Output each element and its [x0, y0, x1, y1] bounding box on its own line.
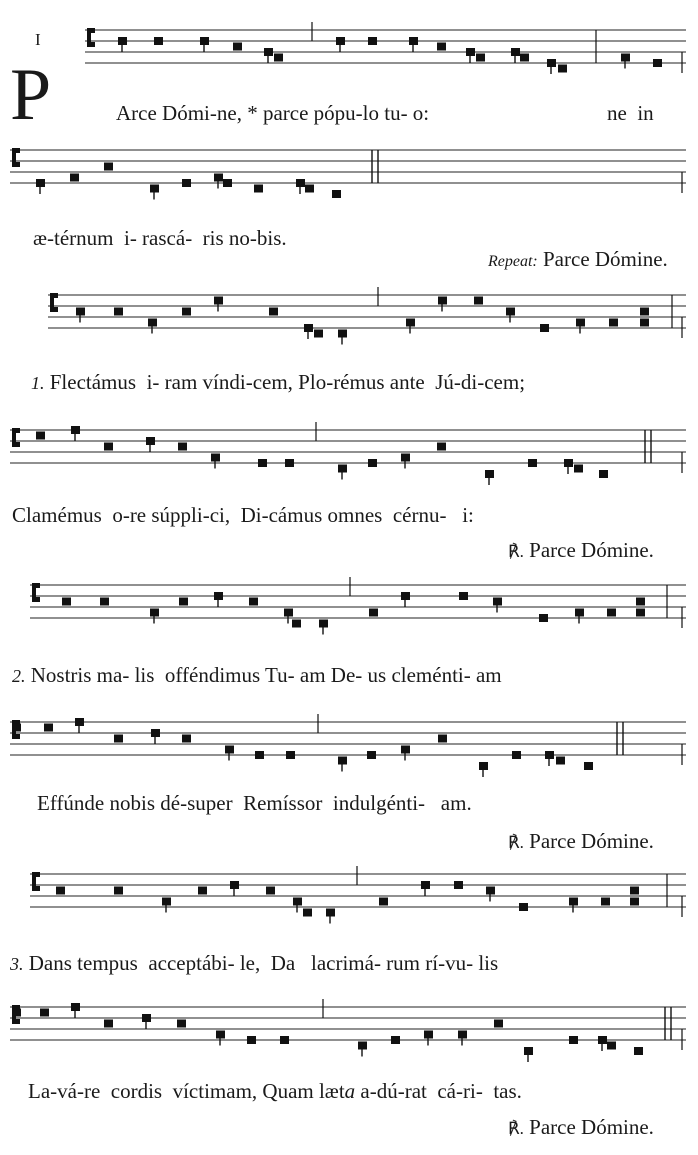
- antiphon-lyric-line-1: Arce Dómi-ne, * parce pópu-lo tu- o:: [116, 101, 430, 125]
- neume-note: [454, 881, 463, 889]
- neume-note: [601, 898, 610, 906]
- neume-note: [640, 308, 649, 316]
- neume-note: [401, 592, 410, 600]
- verse-lyric-italic: a: [344, 1079, 356, 1103]
- neume-note: [636, 598, 645, 606]
- neume-note: [233, 43, 242, 51]
- response-text: Parce Dómine.: [523, 1115, 654, 1139]
- neume-note: [285, 459, 294, 467]
- neume-note: [254, 185, 263, 193]
- neume-note: [12, 724, 21, 732]
- verse-2-line-b: Effúnde nobis dé-super Remíssor indulgénti- am.: [37, 791, 472, 815]
- response-symbol: ℟.: [508, 1119, 524, 1138]
- neume-note: [607, 1042, 616, 1050]
- verse-2-line-a: [12, 665, 502, 686]
- clef-icon: [12, 442, 20, 447]
- neume-note: [528, 459, 537, 467]
- neume-note: [438, 297, 447, 305]
- neume-note: [214, 297, 223, 305]
- neume-note: [520, 54, 529, 62]
- neume-note: [269, 308, 278, 316]
- neume-note: [511, 48, 520, 56]
- neume-note: [493, 598, 502, 606]
- neume-note: [71, 426, 80, 434]
- neume-note: [292, 620, 301, 628]
- neume-note: [621, 54, 630, 62]
- neume-note: [609, 319, 618, 327]
- neume-note: [564, 459, 573, 467]
- response-1: [508, 540, 654, 561]
- clef-icon: [50, 293, 58, 298]
- neume-note: [379, 898, 388, 906]
- neume-note: [71, 1003, 80, 1011]
- neume-note: [634, 1047, 643, 1055]
- response-text: Parce Dómine.: [523, 538, 654, 562]
- neume-note: [519, 903, 528, 911]
- neume-note: [409, 37, 418, 45]
- verse-number: 1.: [31, 373, 45, 393]
- clef-icon: [50, 307, 58, 312]
- clef-icon: [12, 148, 20, 153]
- neume-note: [150, 609, 159, 617]
- repeat-text: Parce Dómine.: [537, 247, 668, 271]
- neume-note: [466, 48, 475, 56]
- neume-note: [211, 454, 220, 462]
- neume-note: [358, 1042, 367, 1050]
- response-2: [508, 831, 654, 852]
- neume-note: [249, 598, 258, 606]
- neume-note: [539, 614, 548, 622]
- neume-note: [576, 319, 585, 327]
- neume-note: [304, 324, 313, 332]
- response-text: Parce Dómine.: [523, 829, 654, 853]
- neume-note: [569, 1036, 578, 1044]
- neume-note: [556, 757, 565, 765]
- clef-icon: [12, 428, 20, 433]
- neume-note: [338, 465, 347, 473]
- neume-note: [56, 887, 65, 895]
- neume-note: [574, 465, 583, 473]
- neume-note: [200, 37, 209, 45]
- neume-note: [216, 1031, 225, 1039]
- neume-note: [230, 881, 239, 889]
- verse-number: 2.: [12, 666, 26, 686]
- verse-3-line-b: [28, 1081, 522, 1102]
- repeat-label: Repeat:: [488, 253, 538, 270]
- neume-note: [179, 598, 188, 606]
- neume-note: [437, 43, 446, 51]
- initial-letter: P: [10, 54, 52, 136]
- antiphon-lyric-line-2: æ-térnum i- rascá- ris no-bis.: [33, 226, 287, 250]
- neume-note: [118, 37, 127, 45]
- neume-note: [100, 598, 109, 606]
- neume-note: [401, 746, 410, 754]
- neume-note: [338, 757, 347, 765]
- neume-note: [142, 1014, 151, 1022]
- neume-note: [36, 179, 45, 187]
- clef-icon: [87, 28, 95, 33]
- neume-note: [247, 1036, 256, 1044]
- neume-note: [332, 190, 341, 198]
- neume-note: [274, 54, 283, 62]
- clef-icon: [32, 583, 40, 588]
- neume-note: [104, 1020, 113, 1028]
- neume-note: [486, 887, 495, 895]
- neume-note: [338, 330, 347, 338]
- neume-note: [479, 762, 488, 770]
- neume-note: [474, 297, 483, 305]
- clef-icon: [12, 1019, 20, 1024]
- neume-note: [223, 179, 232, 187]
- neume-note: [437, 443, 446, 451]
- neume-note: [640, 319, 649, 327]
- neume-note: [630, 898, 639, 906]
- neume-note: [150, 185, 159, 193]
- neume-note: [214, 592, 223, 600]
- verse-1-line-a: [31, 372, 525, 393]
- neume-note: [104, 443, 113, 451]
- clef-icon: [12, 162, 20, 167]
- neume-note: [458, 1031, 467, 1039]
- neume-note: [584, 762, 593, 770]
- neume-note: [148, 319, 157, 327]
- neume-note: [401, 454, 410, 462]
- verse-lyric: Dans tempus acceptábi- le, Da lacrimá- rum rí-vu- lis: [23, 951, 499, 975]
- verse-number: 3.: [10, 954, 24, 974]
- neume-note: [545, 751, 554, 759]
- neume-note: [114, 887, 123, 895]
- neume-note: [368, 37, 377, 45]
- neume-note: [305, 185, 314, 193]
- neume-note: [286, 751, 295, 759]
- neume-note: [599, 470, 608, 478]
- neume-note: [258, 459, 267, 467]
- response-3: [508, 1117, 654, 1138]
- neume-note: [296, 179, 305, 187]
- neume-note: [569, 898, 578, 906]
- neume-note: [575, 609, 584, 617]
- neume-note: [369, 609, 378, 617]
- neume-note: [598, 1036, 607, 1044]
- neume-note: [336, 37, 345, 45]
- neume-note: [104, 163, 113, 171]
- neume-note: [182, 308, 191, 316]
- neume-note: [540, 324, 549, 332]
- clef-icon: [32, 872, 40, 877]
- neume-note: [607, 609, 616, 617]
- neume-note: [367, 751, 376, 759]
- neume-note: [494, 1020, 503, 1028]
- neume-note: [264, 48, 273, 56]
- verse-lyric: Flectámus i- ram víndi-cem, Plo-rémus ante Jú-di-cem;: [44, 370, 526, 394]
- neume-note: [547, 59, 556, 67]
- neume-note: [485, 470, 494, 478]
- neume-note: [406, 319, 415, 327]
- neume-note: [36, 432, 45, 440]
- neume-note: [424, 1031, 433, 1039]
- clef-icon: [32, 886, 40, 891]
- neume-note: [225, 746, 234, 754]
- neume-note: [280, 1036, 289, 1044]
- neume-note: [151, 729, 160, 737]
- mode-number: I: [35, 30, 41, 49]
- neume-note: [303, 909, 312, 917]
- neume-note: [391, 1036, 400, 1044]
- neume-note: [177, 1020, 186, 1028]
- neume-note: [293, 898, 302, 906]
- neume-note: [214, 174, 223, 182]
- neume-note: [178, 443, 187, 451]
- neume-note: [506, 308, 515, 316]
- verse-lyric: Nostris ma- lis offéndimus Tu- am De- us cleménti- am: [25, 663, 502, 687]
- verse-lyric: La-vá-re cordis víctimam, Quam læt: [28, 1079, 345, 1103]
- neume-note: [70, 174, 79, 182]
- clef-icon: [12, 734, 20, 739]
- neume-note: [630, 887, 639, 895]
- neume-note: [319, 620, 328, 628]
- antiphon-lyric-line-1-tail: ne in: [607, 101, 654, 125]
- neume-note: [524, 1047, 533, 1055]
- neume-note: [266, 887, 275, 895]
- neume-note: [198, 887, 207, 895]
- neume-note: [459, 592, 468, 600]
- neume-note: [421, 881, 430, 889]
- neume-note: [62, 598, 71, 606]
- clef-icon: [32, 597, 40, 602]
- neume-note: [44, 724, 53, 732]
- neume-note: [438, 735, 447, 743]
- repeat-instruction: [467, 228, 668, 291]
- response-symbol: ℟.: [508, 542, 524, 561]
- response-symbol: ℟.: [508, 833, 524, 852]
- neume-note: [154, 37, 163, 45]
- neume-note: [182, 179, 191, 187]
- neume-note: [636, 609, 645, 617]
- neume-note: [255, 751, 264, 759]
- neume-note: [558, 65, 567, 73]
- neume-note: [114, 308, 123, 316]
- clef-icon: [87, 42, 95, 47]
- neume-note: [12, 1009, 21, 1017]
- verse-1-line-b: Clamémus o-re súppli-ci, Di-cámus omnes cérnu- i:: [12, 503, 474, 527]
- neume-note: [40, 1009, 49, 1017]
- verse-3-line-a: [10, 953, 498, 974]
- neume-note: [476, 54, 485, 62]
- neume-note: [314, 330, 323, 338]
- neume-note: [76, 308, 85, 316]
- neume-note: [146, 437, 155, 445]
- neume-note: [512, 751, 521, 759]
- neume-note: [75, 718, 84, 726]
- neume-note: [653, 59, 662, 67]
- verse-lyric: a-dú-rat cá-ri- tas.: [355, 1079, 522, 1103]
- neume-note: [326, 909, 335, 917]
- neume-note: [368, 459, 377, 467]
- neume-note: [114, 735, 123, 743]
- neume-note: [284, 609, 293, 617]
- neume-note: [182, 735, 191, 743]
- neume-note: [162, 898, 171, 906]
